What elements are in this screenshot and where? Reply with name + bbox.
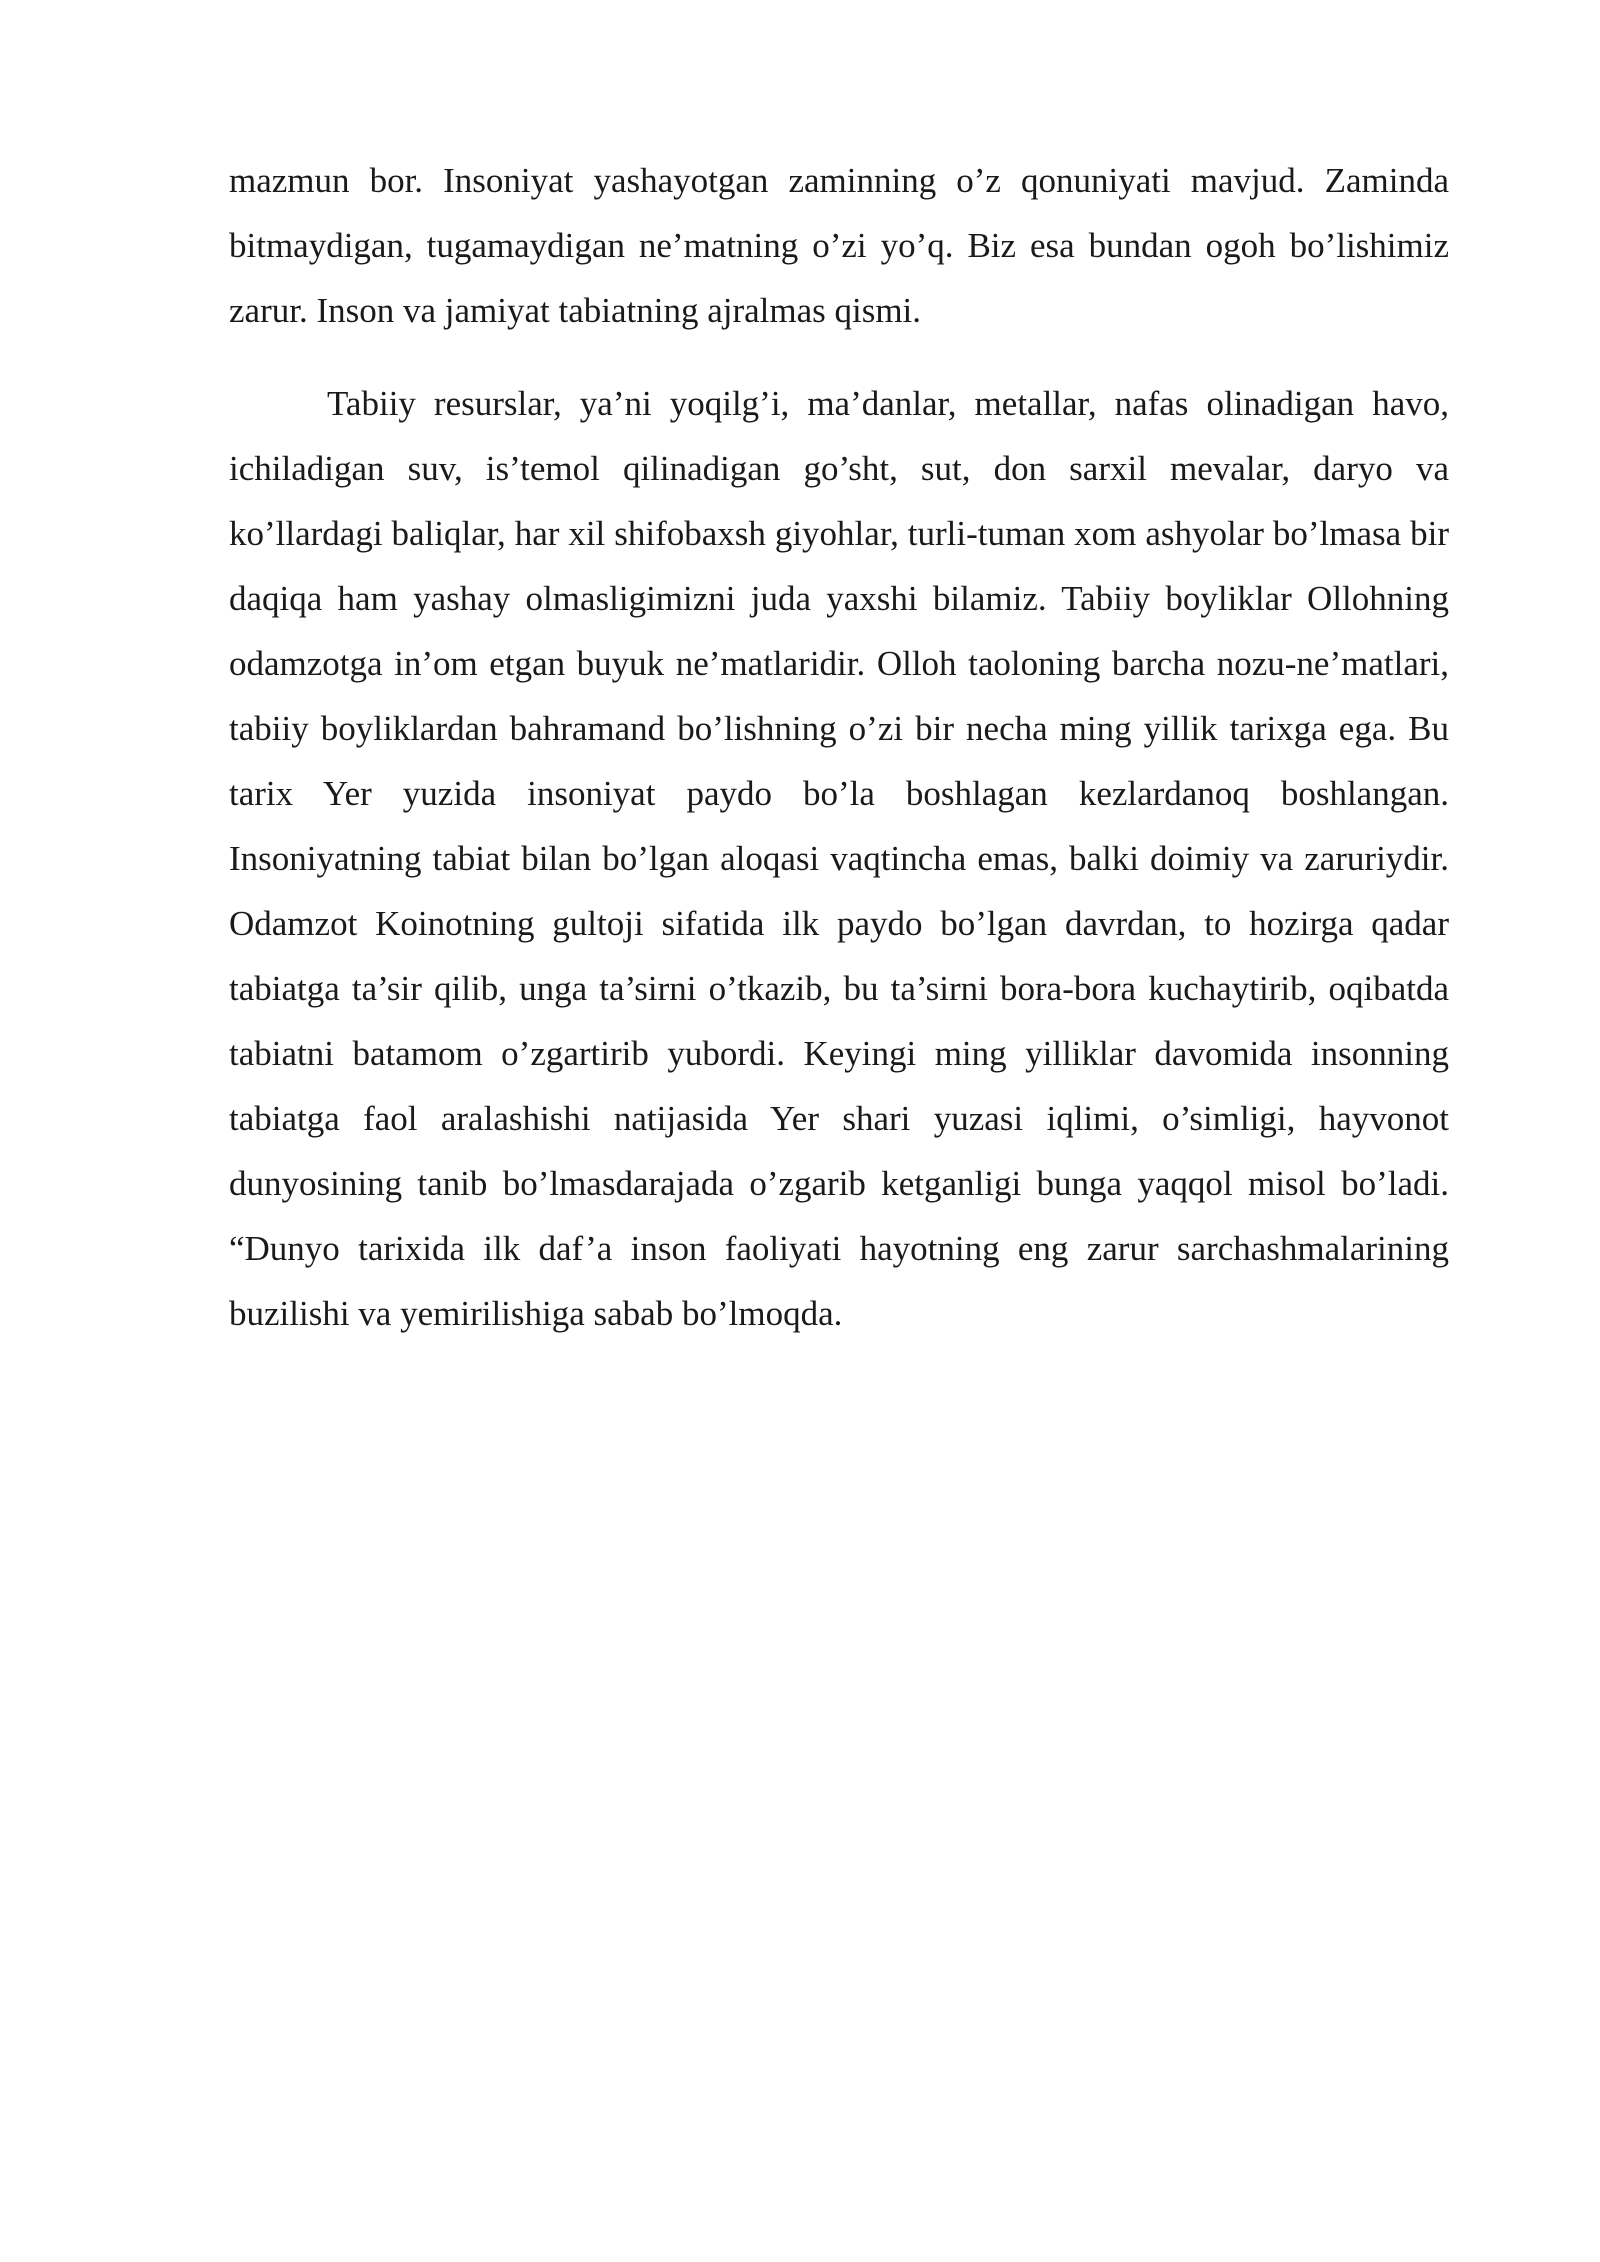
paragraph-2: Tabiiy resurslar, ya’ni yoqilg’i, ma’danlar, metallar, nafas olinadigan havo, ichiladigan suv, is’temol qilinadigan go’sht, sut, don sarxil mevalar, daryo va ko’llardagi baliqlar, har xil shifobaxsh giyohlar, turli-tuman xom ashyolar bo’lmasa bir daqiqa ham yashay olmasligimizni juda yaxshi bilamiz. Tabiiy boyliklar Ollohning odamzotga in’om etgan buyuk ne’matlaridir. Olloh taoloning barcha nozu-ne’matlari, tabiiy boyliklardan bahramand bo’lishning o’zi bir necha ming yillik tarixga ega. Bu tarix Yer yuzida insoniyat paydo bo’la boshlagan kezlardanoq boshlangan. Insoniyatning tabiat bilan bo’lgan aloqasi vaqtincha emas, balki doimiy va zaruriydir. Odamzot Koinotning gultoji sifatida ilk paydo bo’lgan davrdan, to hozirga qadar tabiatga ta’sir qilib, unga ta’sirni o’tkazib, bu ta’sirni bora-bora kuchaytirib, oqibatda tabiatni batamom o’zgartirib yubordi. Keyingi ming yilliklar davomida insonning tabiatga faol aralashishi natijasida Yer shari yuzasi iqlimi, o’simligi, hayvonot dunyosining tanib bo’lmasdarajada o’zgarib ketganligi bunga yaqqol misol bo’ladi. “Dunyo tarixida ilk daf’a inson faoliyati hayotning eng zarur sarchashmalarining buzilishi va yemirilishiga sabab bo’lmoqda. (229, 384, 1449, 1333)
document-body (229, 148, 1449, 1346)
paragraph-1: mazmun bor. Insoniyat yashayotgan zaminning o’z qonuniyati mavjud. Zaminda bitmaydigan, tugamaydigan ne’matning o’zi yo’q. Biz esa bundan ogoh bo’lishimiz zarur. Inson va jamiyat tabiatning ajralmas qismi. (229, 161, 1449, 330)
